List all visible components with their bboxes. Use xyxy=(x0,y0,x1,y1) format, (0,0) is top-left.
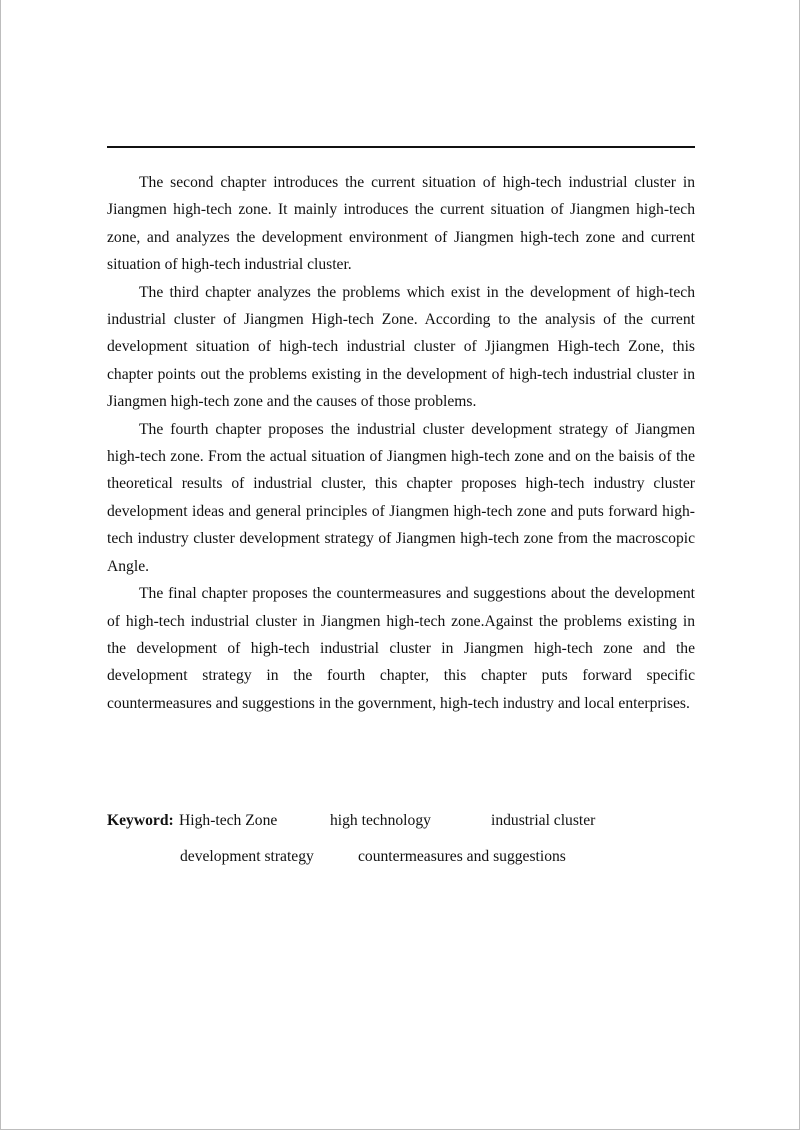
keywords-row-1 xyxy=(107,808,695,844)
keyword-item: High-tech Zone xyxy=(179,812,278,829)
keyword-item: development strategy xyxy=(180,848,314,865)
paragraph-second-chapter: The second chapter introduces the current situation of high-tech industrial cluster in Jiangmen high-tech zone. It mainly introduces the current situation of Jiangmen high-tech zone, and analyzes the development environment of Jiangmen high-tech zone and current situation of high-tech industrial cluster. xyxy=(107,174,695,274)
paragraph-final-chapter: The final chapter proposes the countermeasures and suggestions about the development of high-tech industrial cluster in Jiangmen high-tech zone.Against the problems existing in the development of high-tech industrial cluster in Jiangmen high-tech zone and the development strategy in the fourth chapter, this chapter puts forward specific countermeasures and suggestions in the government, high-tech industry and local enterprises. xyxy=(107,585,695,712)
keyword-item: industrial cluster xyxy=(491,812,596,829)
paragraph-fourth-chapter: The fourth chapter proposes the industrial cluster development strategy of Jiangmen high-tech zone. From the actual situation of Jiangmen high-tech zone and on the baisis of the theoretical results of industrial cluster, this chapter proposes high-tech industry cluster development ideas and general principles of Jiangmen high-tech zone and puts forward high-tech industry cluster development strategy of Jiangmen high-tech zone from the macroscopic Angle. xyxy=(107,420,695,575)
keywords-row-2 xyxy=(107,844,695,880)
keyword-item: high technology xyxy=(330,812,431,829)
keywords-section xyxy=(107,808,695,880)
paragraph-third-chapter: The third chapter analyzes the problems which exist in the development of high-tech industrial cluster of Jiangmen High-tech Zone. According to the analysis of the current development situation of high-tech industrial cluster of Jjiangmen High-tech Zone, this chapter points out the problems existing in the development of high-tech industrial cluster in Jiangmen high-tech zone and the causes of those problems. xyxy=(107,283,695,411)
keyword-item: countermeasures and suggestions xyxy=(358,848,566,865)
keywords-label: Keyword: xyxy=(107,812,174,829)
abstract-body xyxy=(107,169,695,717)
header-rule xyxy=(107,146,695,148)
